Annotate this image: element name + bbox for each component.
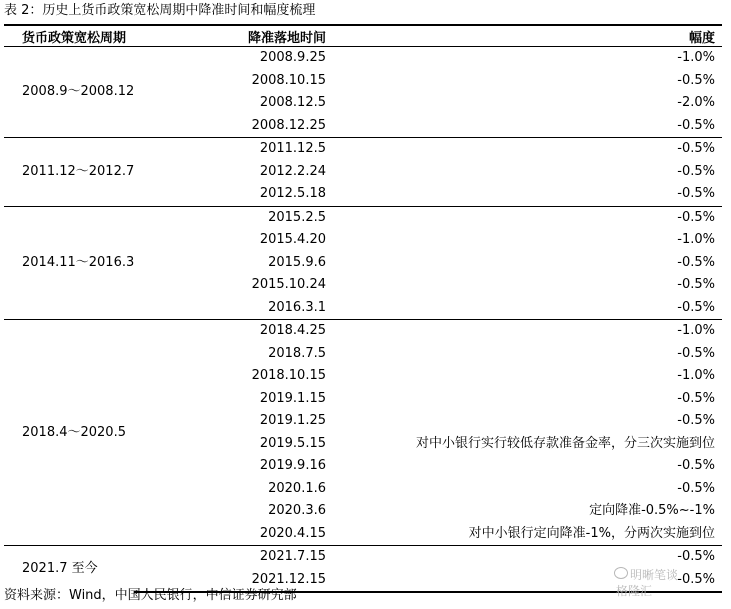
magnitude-cell: -0.5% (677, 390, 715, 406)
date-cell: 2020.3.6 (268, 503, 326, 519)
date-cell: 2012.2.24 (259, 163, 326, 179)
header-date: 降准落地时间 (134, 25, 326, 47)
date-cell: 2021.12.15 (134, 569, 326, 593)
magnitude-cell: -1.0% (677, 232, 715, 248)
table-row (4, 320, 722, 343)
magnitude-cell: 定向降准-0.5%~-1% (589, 503, 715, 519)
magnitude-cell: -1.0% (326, 47, 722, 70)
table-body (4, 47, 722, 593)
date-cell: 2008.9.25 (134, 47, 326, 70)
cycle-cell: 2014.11～2016.3 (4, 206, 134, 320)
date-cell: 2015.10.24 (251, 277, 326, 293)
date-cell: 2015.9.6 (268, 254, 326, 270)
rrr-cut-table (4, 24, 722, 593)
magnitude-cell: -0.5% (677, 72, 715, 88)
date-cell: 2018.7.5 (268, 345, 326, 361)
source-note: 资料来源：Wind，中国人民银行，中信证券研究部 (4, 588, 297, 603)
date-cell: 2020.4.15 (259, 525, 326, 541)
table-row (4, 47, 722, 70)
wechat-icon (614, 567, 628, 579)
watermark-line1: 明晰笔谈 (630, 568, 679, 582)
magnitude-cell: -0.5% (326, 138, 722, 161)
magnitude-cell: 对中小银行定向降准-1%，分两次实施到位 (468, 525, 715, 541)
date-cell: 2019.1.15 (259, 390, 326, 406)
magnitude-cell: -0.5% (677, 186, 715, 202)
date-cell: 2008.12.5 (259, 95, 326, 111)
date-cell: 2011.12.5 (134, 138, 326, 161)
date-cell: 2008.10.15 (251, 72, 326, 88)
header-cycle: 货币政策宽松周期 (4, 25, 134, 47)
magnitude-cell: -1.0% (677, 368, 715, 384)
magnitude-cell: -0.5% (326, 569, 722, 593)
magnitude-cell: -0.5% (677, 345, 715, 361)
date-cell: 2012.5.18 (259, 186, 326, 202)
date-cell: 2015.2.5 (134, 206, 326, 229)
magnitude-cell: -2.0% (677, 95, 715, 111)
table-caption: 表 2：历史上货币政策宽松周期中降准时间和幅度梳理 (4, 3, 316, 18)
cycle-cell: 2011.12～2012.7 (4, 138, 134, 207)
magnitude-cell: -0.5% (677, 480, 715, 496)
magnitude-cell: 对中小银行实行较低存款准备金率，分三次实施到位 (415, 435, 715, 451)
date-cell: 2015.4.20 (259, 232, 326, 248)
magnitude-cell: -1.0% (326, 320, 722, 343)
watermark-line2: 格隆汇 (616, 584, 653, 598)
magnitude-cell: -0.5% (677, 117, 715, 133)
date-cell: 2021.7.15 (134, 546, 326, 569)
table-header-row (4, 25, 722, 47)
magnitude-cell: -0.5% (326, 546, 722, 569)
magnitude-cell: -0.5% (677, 299, 715, 315)
magnitude-cell: -0.5% (677, 254, 715, 270)
magnitude-cell: -0.5% (677, 277, 715, 293)
date-cell: 2020.1.6 (268, 480, 326, 496)
date-cell: 2008.12.25 (251, 117, 326, 133)
table-row (4, 206, 722, 229)
cycle-cell: 2008.9～2008.12 (4, 47, 134, 138)
cycle-cell: 2021.7 至今 (4, 546, 134, 593)
date-cell: 2019.1.25 (259, 413, 326, 429)
magnitude-cell: -0.5% (326, 206, 722, 229)
date-cell: 2019.9.16 (259, 458, 326, 474)
magnitude-cell: -0.5% (677, 413, 715, 429)
magnitude-cell: -0.5% (677, 458, 715, 474)
table-row (4, 138, 722, 161)
date-cell: 2016.3.1 (268, 299, 326, 315)
header-magnitude: 幅度 (326, 25, 722, 47)
magnitude-cell: -0.5% (677, 163, 715, 179)
watermark (614, 560, 724, 604)
cycle-cell: 2018.4～2020.5 (4, 320, 134, 546)
date-cell: 2018.4.25 (134, 320, 326, 343)
date-cell: 2019.5.15 (259, 435, 326, 451)
date-cell: 2018.10.15 (251, 368, 326, 384)
